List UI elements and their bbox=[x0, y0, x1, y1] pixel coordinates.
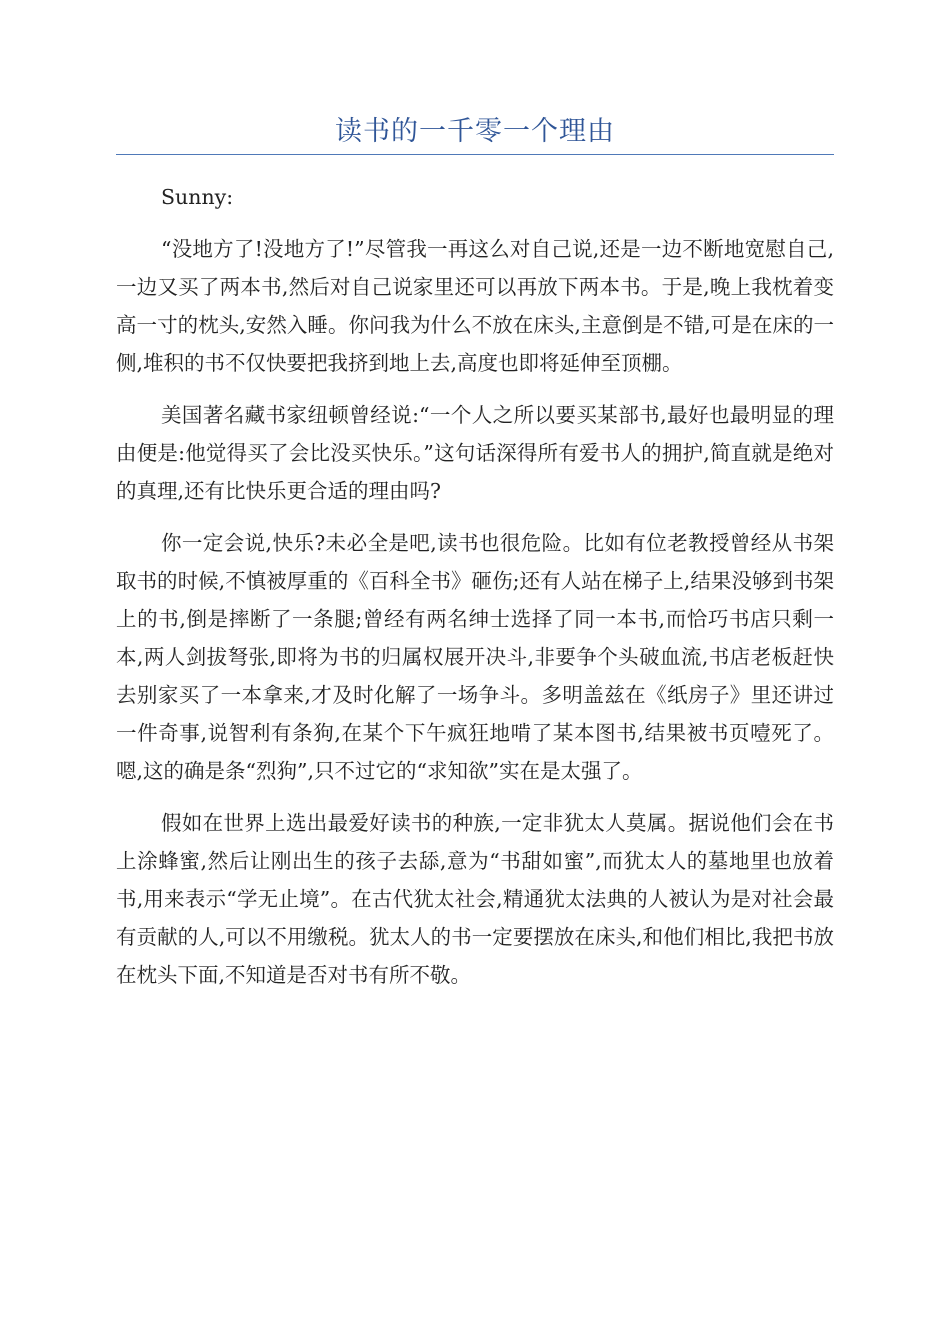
paragraph-4: 假如在世界上选出最爱好读书的种族,一定非犹太人莫属。据说他们会在书上涂蜂蜜,然后让刚出生的孩子去舔,意为“书甜如蜜”,而犹太人的墓地里也放着书,用来表示“学无止境”。在古代犹太社会,精通犹太法典的人被认为是对社会最有贡献的人,可以不用缴税。犹太人的书一定要摆放在床头,和他们相比,我把书放在枕头下面,不知道是否对书有所不敬。 bbox=[116, 811, 834, 987]
page-title: 读书的一千零一个理由 bbox=[335, 116, 615, 147]
title-underline bbox=[116, 154, 834, 155]
salutation: Sunny: bbox=[161, 185, 234, 209]
document-body bbox=[116, 178, 834, 1008]
paragraph-3: 你一定会说,快乐?未必全是吧,读书也很危险。比如有位老教授曾经从书架取书的时候,不慎被厚重的《百科全书》砸伤;还有人站在梯子上,结果没够到书架上的书,倒是摔断了一条腿;曾经有两名绅士选择了同一本书,而恰巧书店只剩一本,两人剑拔弩张,即将为书的归属权展开决斗,非要争个头破血流,书店老板赶快去别家买了一本拿来,才及时化解了一场争斗。多明盖兹在《纸房子》里还讲过一件奇事,说智利有条狗,在某个下午疯狂地啃了某本图书,结果被书页噎死了。嗯,这的确是条“烈狗”,只不过它的“求知欲”实在是太强了。 bbox=[116, 531, 834, 783]
paragraph-1: “没地方了!没地方了!”尽管我一再这么对自己说,还是一边不断地宽慰自己,一边又买了两本书,然后对自己说家里还可以再放下两本书。于是,晚上我枕着变高一寸的枕头,安然入睡。你问我为什么不放在床头,主意倒是不错,可是在床的一侧,堆积的书不仅快要把我挤到地上去,高度也即将延伸至顶棚。 bbox=[116, 237, 834, 375]
paragraph-2: 美国著名藏书家纽顿曾经说:“一个人之所以要买某部书,最好也最明显的理由便是:他觉得买了会比没买快乐。”这句话深得所有爱书人的拥护,简直就是绝对的真理,还有比快乐更合适的理由吗? bbox=[116, 403, 834, 503]
